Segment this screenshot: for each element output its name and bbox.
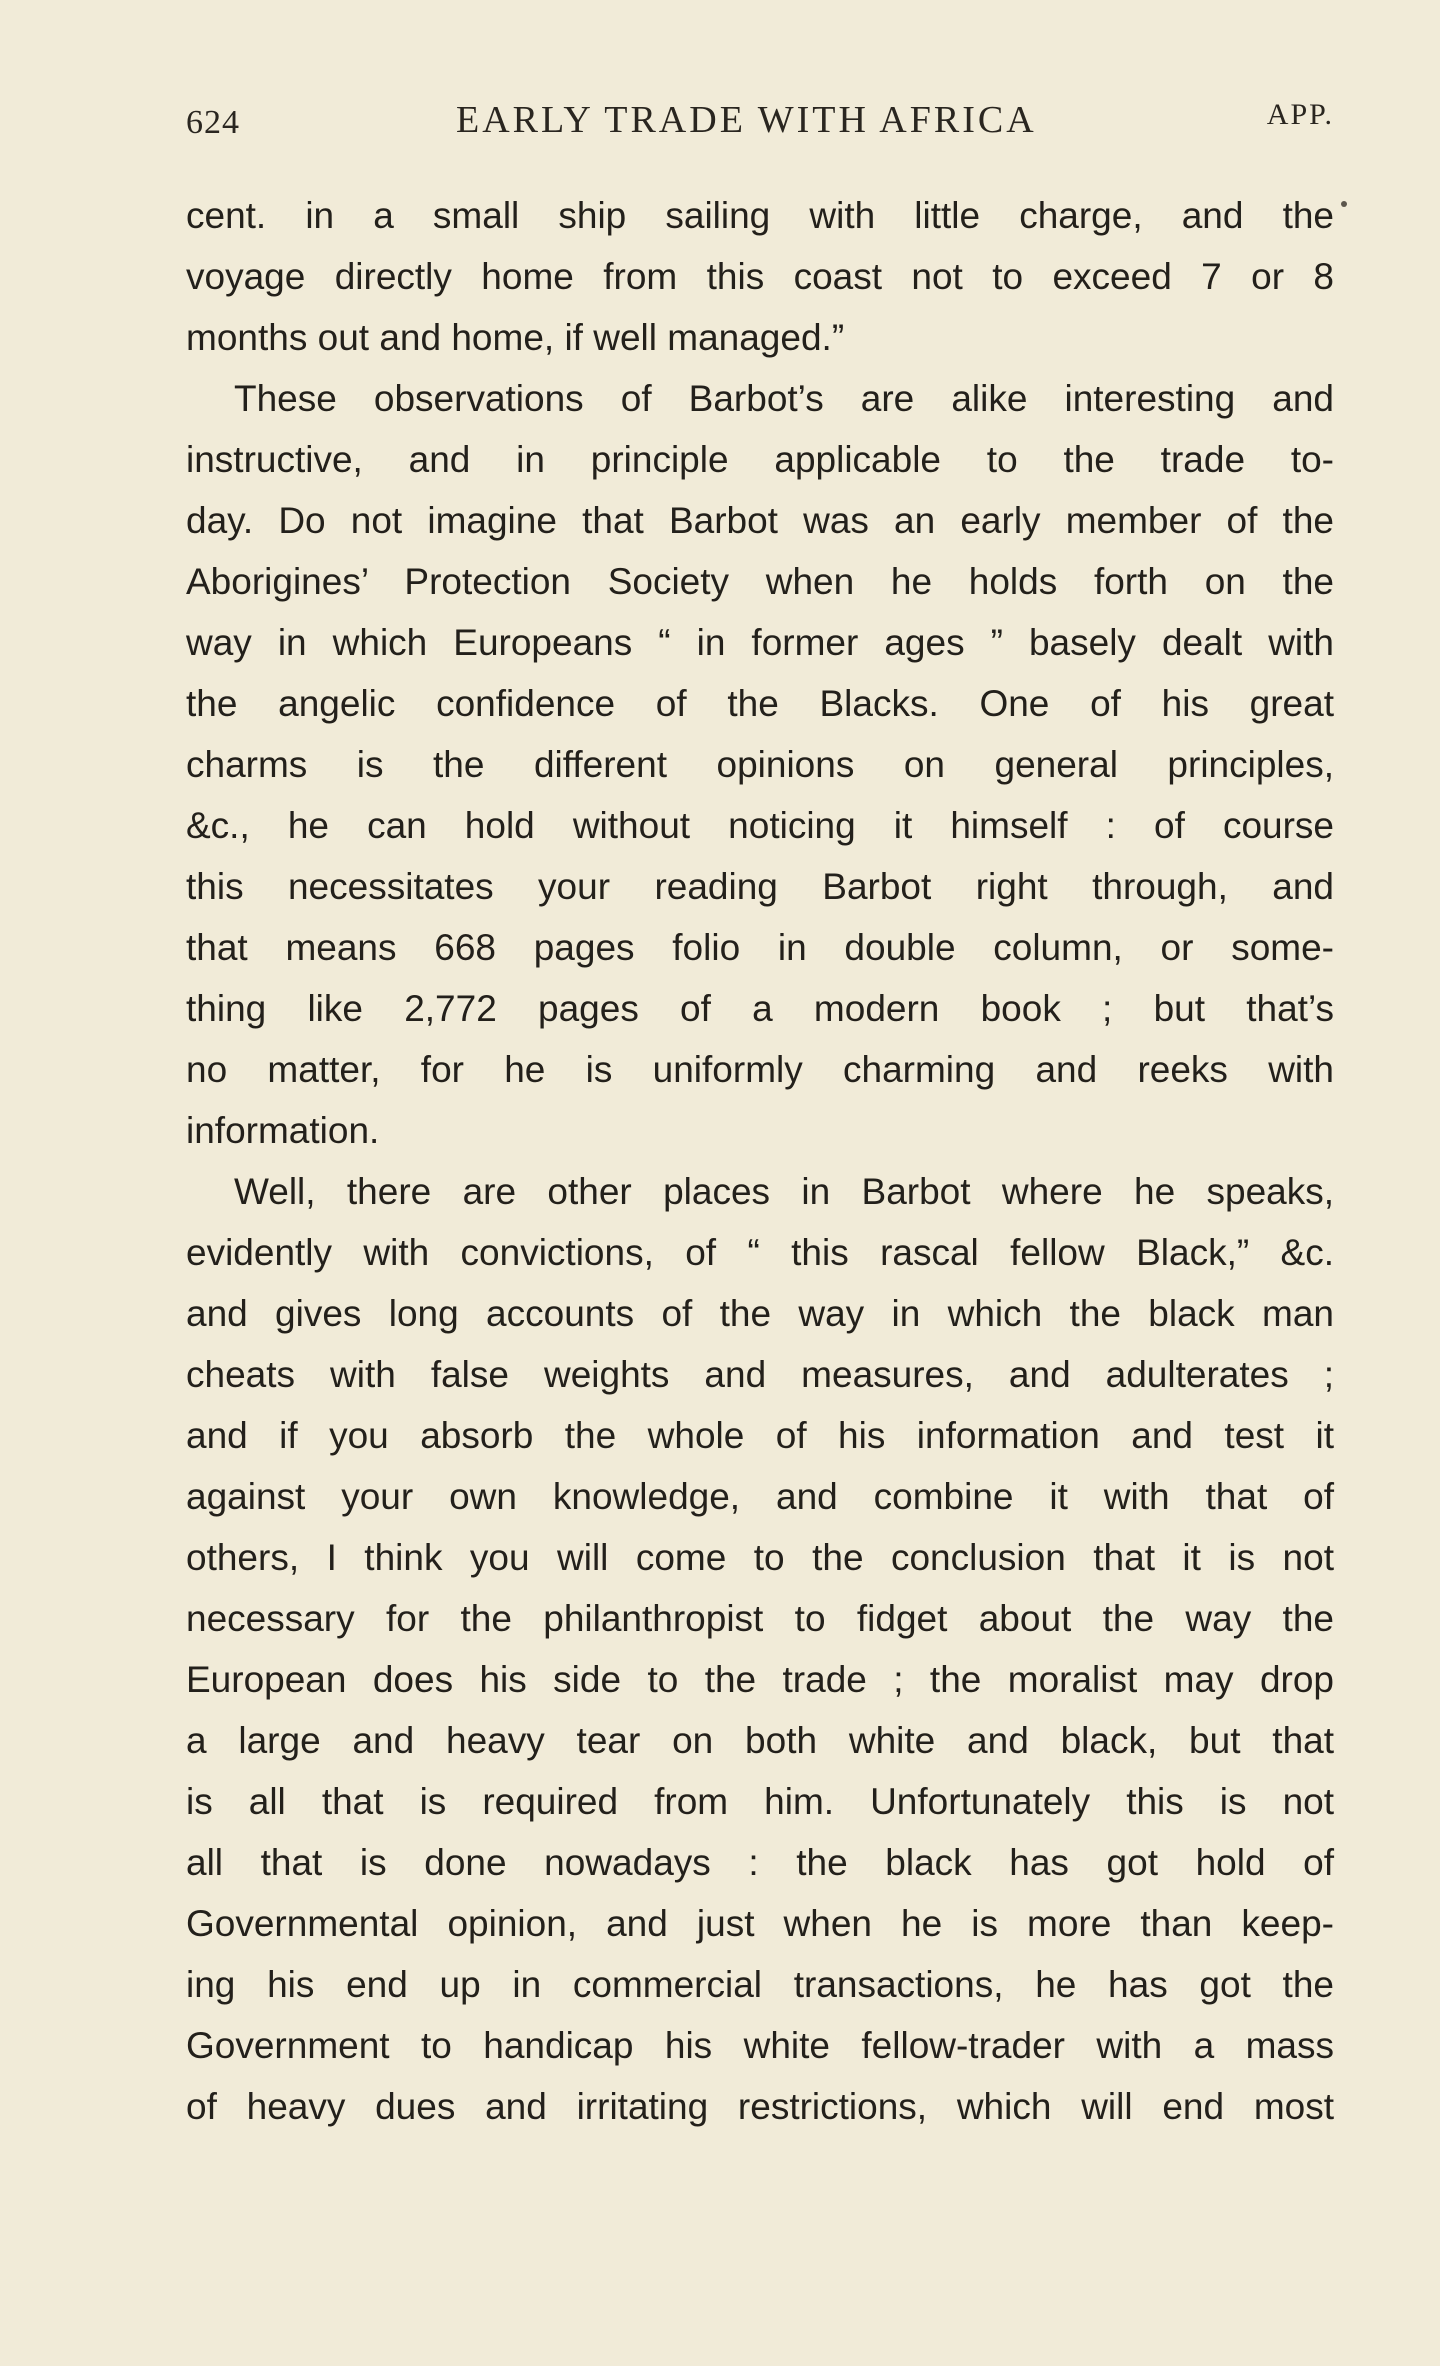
text-line: &c., he can hold without noticing it himself : of course <box>186 805 1334 846</box>
text-line: all that is done nowadays : the black has got hold of <box>186 1842 1334 1883</box>
paragraph-first-line: These observations of Barbot’s are alike interesting and <box>234 378 1334 419</box>
text-line: Government to handicap his white fellow-trader with a mass <box>186 2025 1334 2066</box>
body-text <box>186 185 1334 2137</box>
text-line: of heavy dues and irritating restrictions, which will end most <box>186 2086 1334 2127</box>
text-line: day. Do not imagine that Barbot was an early member of the <box>186 500 1334 541</box>
text-line: evidently with convictions, of “ this rascal fellow Black,” &c. <box>186 1232 1334 1273</box>
text-line: is all that is required from him. Unfortunately this is not <box>186 1781 1334 1822</box>
text-line: thing like 2,772 pages of a modern book ; but that’s <box>186 988 1334 1029</box>
running-header <box>186 98 1334 158</box>
text-line: information. <box>186 1110 380 1151</box>
text-line: that means 668 pages folio in double column, or some- <box>186 927 1334 968</box>
paragraph-first-line: Well, there are other places in Barbot where he speaks, <box>234 1171 1334 1212</box>
text-line: no matter, for he is uniformly charming and reeks with <box>186 1049 1334 1090</box>
text-line: Aborigines’ Protection Society when he holds forth on the <box>186 561 1334 602</box>
text-line: ing his end up in commercial transactions, he has got the <box>186 1964 1334 2005</box>
text-line: way in which Europeans “ in former ages ” basely dealt with <box>186 622 1334 663</box>
text-line: necessary for the philanthropist to fidget about the way the <box>186 1598 1334 1639</box>
text-line: Governmental opinion, and just when he is more than keep- <box>186 1903 1334 1944</box>
text-line: voyage directly home from this coast not to exceed 7 or 8 <box>186 256 1334 297</box>
text-line: and if you absorb the whole of his information and test it <box>186 1415 1334 1456</box>
text-line: and gives long accounts of the way in which the black man <box>186 1293 1334 1334</box>
text-line: the angelic confidence of the Blacks. One of his great <box>186 683 1334 724</box>
margin-mark <box>1341 201 1347 207</box>
section-mark: APP. <box>1266 98 1334 131</box>
text-line: against your own knowledge, and combine it with that of <box>186 1476 1334 1517</box>
running-title: EARLY TRADE WITH AFRICA <box>456 99 1037 141</box>
text-line: this necessitates your reading Barbot right through, and <box>186 866 1334 907</box>
text-line: cheats with false weights and measures, and adulterates ; <box>186 1354 1334 1395</box>
text-line: European does his side to the trade ; the moralist may drop <box>186 1659 1334 1700</box>
text-line: cent. in a small ship sailing with little charge, and the <box>186 195 1334 236</box>
text-line: a large and heavy tear on both white and black, but that <box>186 1720 1334 1761</box>
text-line: instructive, and in principle applicable to the trade to- <box>186 439 1334 480</box>
text-line: charms is the different opinions on general principles, <box>186 744 1334 785</box>
text-line: months out and home, if well managed.” <box>186 317 845 358</box>
page-number: 624 <box>186 104 240 141</box>
text-line: others, I think you will come to the conclusion that it is not <box>186 1537 1334 1578</box>
